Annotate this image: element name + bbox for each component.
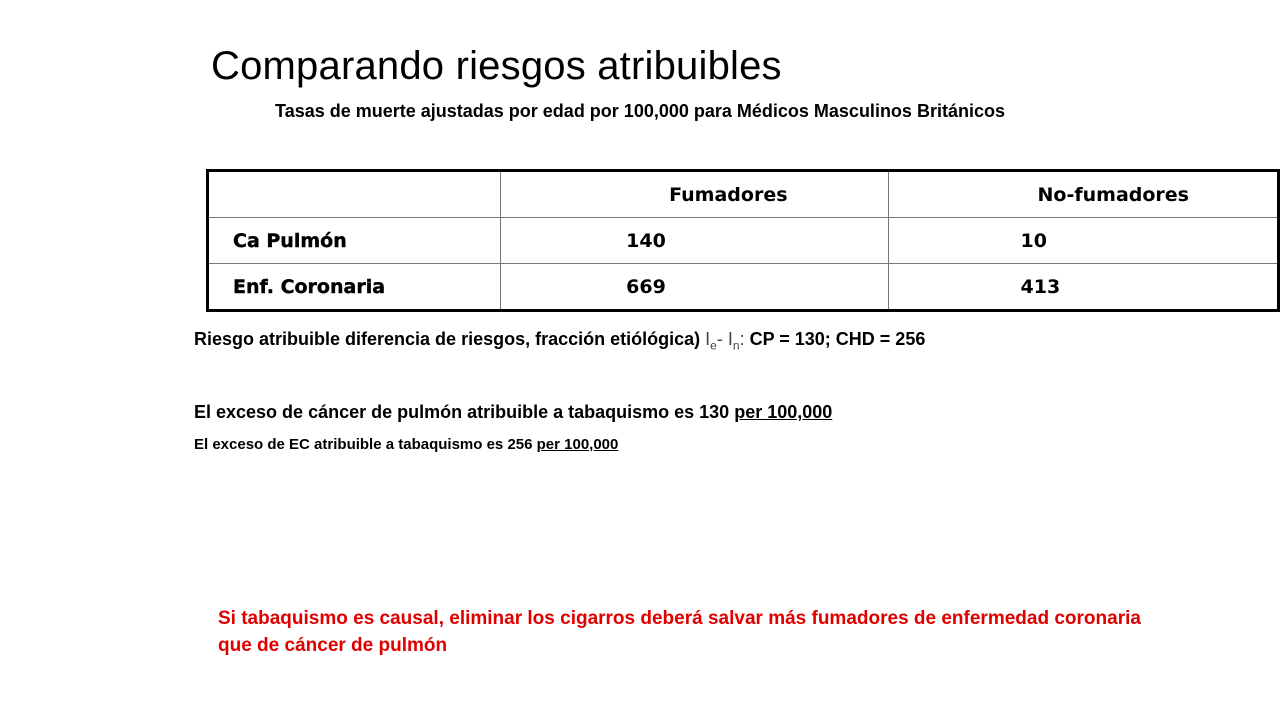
row-label-coronary: Enf. Coronaria	[208, 264, 501, 311]
mortality-table	[206, 169, 1280, 312]
excess-lung-statement: El exceso de cáncer de pulmón atribuible a tabaquismo es 130	[194, 402, 735, 422]
attributable-risk-text	[194, 327, 1144, 359]
table-row	[208, 264, 1279, 311]
colon: :	[739, 329, 745, 349]
attributable-lead: Riesgo atribuible diferencia de riesgos, fracción etiólógica)	[194, 329, 701, 349]
cell-coronary-nonsmokers: 413	[888, 264, 1278, 311]
excess-ec-unit: per 100,000	[536, 436, 619, 453]
excess-ec-statement: El exceso de EC atribuible a tabaquismo es 256	[194, 436, 537, 453]
ie-subscript: e	[710, 338, 717, 353]
excess-ec-text	[194, 436, 618, 453]
attributable-values: CP = 130; CHD = 256	[744, 329, 926, 349]
slide-subtitle: Tasas de muerte ajustadas por edad por 100,000 para Médicos Masculinos Británicos	[275, 101, 1005, 121]
cell-lung-smokers: 140	[501, 218, 888, 264]
cell-coronary-smokers: 669	[501, 264, 888, 311]
in-symbol: I	[727, 329, 733, 349]
excess-lung-cancer-text	[194, 402, 832, 423]
table-header-row	[208, 171, 1279, 218]
cell-lung-nonsmokers: 10	[888, 218, 1278, 264]
table-header-nonsmokers: No-fumadores	[888, 171, 1278, 218]
in-subscript: n	[732, 338, 740, 353]
row-label-lung-cancer: Ca Pulmón	[208, 218, 501, 264]
table-header-empty	[208, 171, 501, 218]
table-header-smokers: Fumadores	[501, 171, 888, 218]
excess-lung-unit: per 100,000	[734, 402, 833, 422]
table-row	[208, 218, 1279, 264]
conclusion-note: Si tabaquismo es causal, eliminar los cigarros deberá salvar más fumadores de enfermedad coronaria que de cáncer de pulmón	[218, 608, 1141, 656]
minus-sign: -	[716, 329, 728, 349]
slide-title: Comparando riesgos atribuibles	[211, 44, 782, 88]
ie-symbol: I	[705, 329, 711, 349]
